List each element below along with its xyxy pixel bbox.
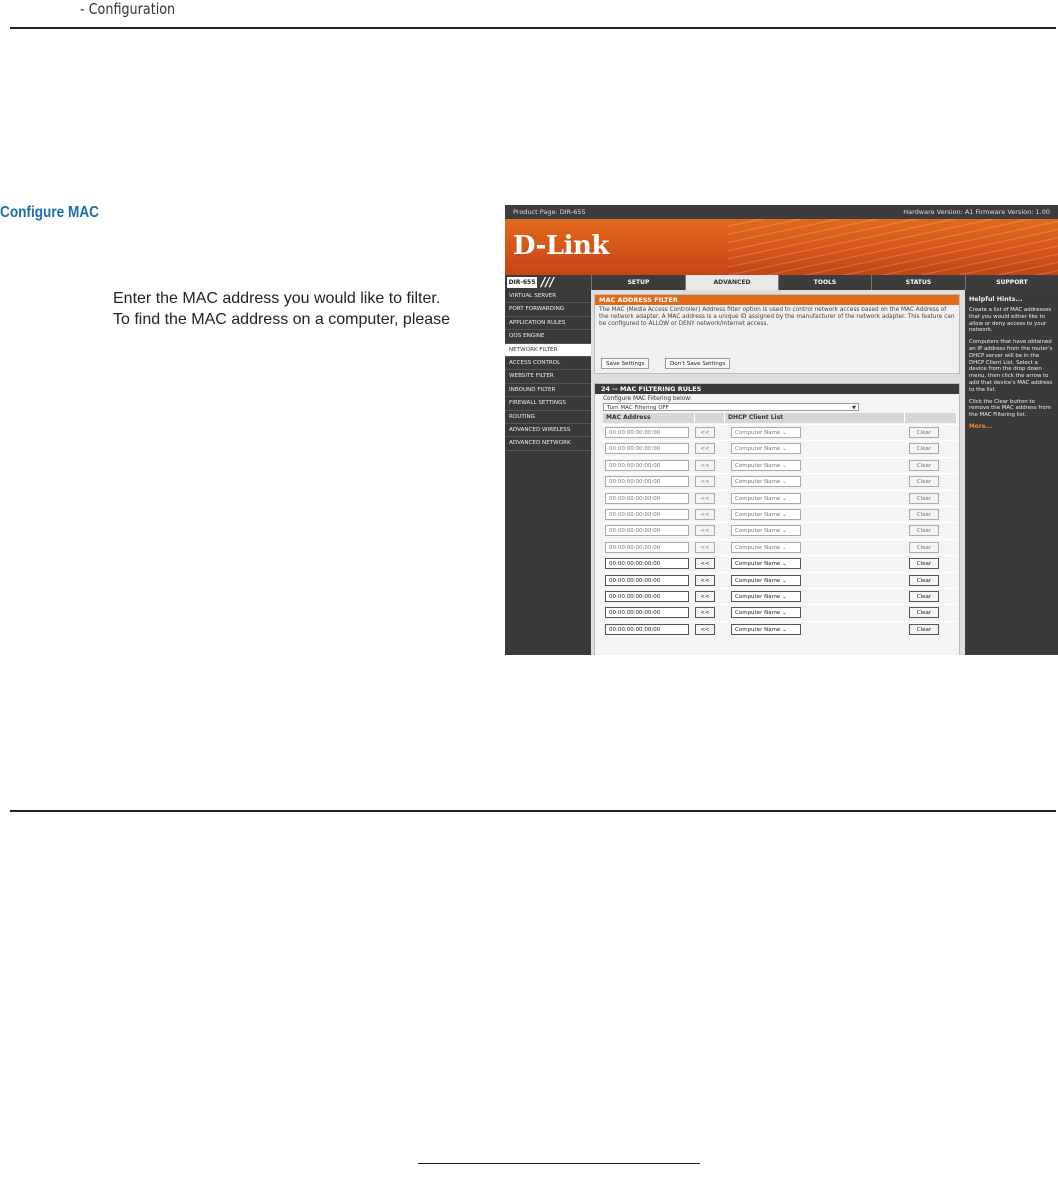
copy-mac-button[interactable]: << <box>695 509 715 520</box>
body-line-2: To find the MAC address on a computer, please <box>113 311 451 328</box>
copy-mac-button[interactable]: << <box>695 525 715 536</box>
nav-advanced-network[interactable]: ADVANCED NETWORK <box>505 437 591 450</box>
chevron-down-icon: ⌄ <box>782 544 787 551</box>
chevron-down-icon: ⌄ <box>782 626 787 633</box>
nav-port-forwarding[interactable]: PORT FORWARDING <box>505 303 591 316</box>
rule-row <box>603 457 957 474</box>
computer-name-value: Computer Name <box>735 479 781 486</box>
mac-rules-panel <box>594 383 960 655</box>
save-settings-button[interactable]: Save Settings <box>601 358 649 369</box>
banner-stripes <box>728 219 1058 275</box>
panel-title: MAC ADDRESS FILTER <box>595 295 959 305</box>
computer-name-value: Computer Name <box>735 528 781 535</box>
chevron-down-icon: ⌄ <box>782 528 787 535</box>
header-rule <box>10 27 1056 29</box>
nav-advanced-wireless[interactable]: ADVANCED WIRELESS <box>505 424 591 437</box>
mac-address-input[interactable]: 00:00:00:00:00:00 <box>605 575 689 586</box>
hint-3: Click the Clear button to remove the MAC address from the MAC Filtering list. <box>969 398 1051 419</box>
hints-title: Helpful Hints... <box>969 296 1023 303</box>
computer-name-select[interactable] <box>731 591 801 602</box>
computer-name-value: Computer Name <box>735 561 781 568</box>
mac-address-input[interactable]: 00:00:00:00:00:00 <box>605 624 689 635</box>
mac-address-input[interactable]: 00:00:00:00:00:00 <box>605 509 689 520</box>
col-clear-header <box>905 413 957 423</box>
computer-name-value: Computer Name <box>735 577 781 584</box>
col-spacer <box>695 413 725 423</box>
helpful-hints <box>965 290 1058 655</box>
chevron-down-icon: ⌄ <box>782 446 787 453</box>
hint-2: Computers that have obtained an IP address from the router's DHCP server will be in the DHCP Client List. Select a device from the drop down menu, then click the arrow to add that device's MAC address to the list. <box>969 339 1053 393</box>
copy-mac-button[interactable]: << <box>695 460 715 471</box>
nav-network-filter[interactable]: NETWORK FILTER <box>505 344 591 357</box>
nav-routing[interactable]: ROUTING <box>505 411 591 424</box>
product-topbar <box>505 205 1058 219</box>
computer-name-value: Computer Name <box>735 462 781 469</box>
computer-name-value: Computer Name <box>735 544 781 551</box>
left-nav <box>505 290 591 655</box>
col-mac-header: MAC Address <box>603 413 695 423</box>
panel-description: The MAC (Media Access Controller) Address filter option is used to control network access based on the MAC Address of the network adapter. A MAC address is a unique ID assigned by the manufacturer of the network adapter. This feature can be configured to ALLOW or DENY network/Internet access. <box>599 307 955 327</box>
rule-row <box>603 490 957 507</box>
copy-mac-button[interactable]: << <box>695 624 715 635</box>
rule-row <box>603 440 957 457</box>
rule-row <box>603 604 957 621</box>
computer-name-select[interactable] <box>731 476 801 487</box>
router-screenshot <box>505 205 1058 655</box>
computer-name-select[interactable] <box>731 575 801 586</box>
nav-qos-engine[interactable]: QOS ENGINE <box>505 330 591 343</box>
rule-row <box>603 506 957 523</box>
computer-name-value: Computer Name <box>735 495 781 502</box>
chevron-down-icon: ⌄ <box>782 610 787 617</box>
chevron-down-icon: ⌄ <box>782 594 787 600</box>
mac-address-input[interactable]: 00:00:00:00:00:00 <box>605 460 689 471</box>
body-text <box>113 288 450 330</box>
clear-button[interactable]: Clear <box>909 525 939 536</box>
copy-mac-button[interactable]: << <box>695 427 715 438</box>
version-label: Hardware Version: A1 Firmware Version: 1.00 <box>903 208 1050 216</box>
clear-button[interactable]: Clear <box>909 591 939 602</box>
copy-mac-button[interactable]: << <box>695 493 715 504</box>
tab-setup[interactable]: SETUP <box>591 275 685 290</box>
computer-name-select[interactable] <box>731 542 801 553</box>
copy-mac-button[interactable]: << <box>695 476 715 487</box>
nav-firewall-settings[interactable]: FIREWALL SETTINGS <box>505 397 591 410</box>
main-content <box>591 290 965 655</box>
more-link[interactable]: More... <box>969 423 993 430</box>
dlink-banner <box>505 219 1058 275</box>
mac-address-input[interactable]: 00:00:00:00:00:00 <box>605 591 689 602</box>
computer-name-value: Computer Name <box>735 512 781 518</box>
hint-1: Create a list of MAC addresses that you would either like to allow or deny access to your network. <box>969 307 1052 334</box>
clear-button[interactable]: Clear <box>909 509 939 520</box>
mac-address-input[interactable]: 00:00:00:00:00:00 <box>605 607 689 618</box>
top-nav <box>505 275 1058 290</box>
computer-name-select[interactable] <box>731 493 801 504</box>
mac-address-input[interactable]: 00:00:00:00:00:00 <box>605 558 689 569</box>
clear-button[interactable]: Clear <box>909 607 939 618</box>
clear-button[interactable]: Clear <box>909 427 939 438</box>
chevron-down-icon: ⌄ <box>782 495 787 502</box>
computer-name-value: Computer Name <box>735 430 781 436</box>
copy-mac-button[interactable]: << <box>695 542 715 553</box>
nav-application-rules[interactable]: APPLICATION RULES <box>505 317 591 330</box>
model-badge: DIR-655 <box>508 279 536 286</box>
computer-name-select[interactable] <box>731 558 801 569</box>
chevron-down-icon: ⌄ <box>782 430 787 436</box>
computer-name-value: Computer Name <box>735 446 781 453</box>
clear-button[interactable]: Clear <box>909 575 939 586</box>
computer-name-select[interactable] <box>731 624 801 635</box>
mac-address-input[interactable]: 00:00:00:00:00:00 <box>605 493 689 504</box>
mac-address-input[interactable]: 00:00:00:00:00:00 <box>605 427 689 438</box>
chevron-down-icon: ⌄ <box>782 577 787 584</box>
computer-name-select[interactable] <box>731 460 801 471</box>
chevron-down-icon: ⌄ <box>782 462 787 469</box>
chevron-down-icon: ▼ <box>852 405 856 411</box>
clear-button[interactable]: Clear <box>909 558 939 569</box>
select-value: Turn MAC Filtering OFF <box>607 405 669 411</box>
col-dhcp-header: DHCP Client List <box>725 413 905 423</box>
rule-row <box>603 473 957 490</box>
mac-address-input[interactable]: 00:00:00:00:00:00 <box>605 525 689 536</box>
computer-name-select[interactable] <box>731 607 801 618</box>
footer-rule <box>10 810 1056 812</box>
computer-name-value: Computer Name <box>735 610 781 617</box>
footer-short-rule <box>418 1163 700 1164</box>
rule-row <box>603 539 957 556</box>
chevron-down-icon: ⌄ <box>782 479 787 486</box>
chevron-down-icon: ⌄ <box>782 561 787 568</box>
mac-filtering-select[interactable] <box>603 403 859 411</box>
computer-name-select[interactable] <box>731 525 801 536</box>
copy-mac-button[interactable]: << <box>695 443 715 454</box>
nav-website-filter[interactable]: WEBSITE FILTER <box>505 370 591 383</box>
tab-tools[interactable]: TOOLS <box>778 275 871 290</box>
chevron-down-icon: ⌄ <box>782 512 787 518</box>
product-page-label: Product Page: DIR-655 <box>513 208 586 216</box>
tab-support[interactable]: SUPPORT <box>965 275 1058 290</box>
section-header: - Configuration <box>80 0 176 18</box>
clear-button[interactable]: Clear <box>909 542 939 553</box>
computer-name-select[interactable] <box>731 427 801 438</box>
computer-name-value: Computer Name <box>735 594 781 600</box>
mac-address-input[interactable]: 00:00:00:00:00:00 <box>605 542 689 553</box>
clear-button[interactable]: Clear <box>909 443 939 454</box>
copy-mac-button[interactable]: << <box>695 607 715 618</box>
clear-button[interactable]: Clear <box>909 493 939 504</box>
nav-inbound-filter[interactable]: INBOUND FILTER <box>505 384 591 397</box>
mac-filter-panel <box>594 294 960 374</box>
tab-advanced[interactable]: ADVANCED <box>685 275 778 290</box>
nav-access-control[interactable]: ACCESS CONTROL <box>505 357 591 370</box>
rules-title: 24 -- MAC FILTERING RULES <box>595 384 959 394</box>
clear-button[interactable]: Clear <box>909 624 939 635</box>
rule-row <box>603 588 957 605</box>
tab-status[interactable]: STATUS <box>871 275 965 290</box>
config-label: Configure MAC Filtering below: <box>603 396 692 402</box>
computer-name-select[interactable] <box>731 443 801 454</box>
nav-virtual-server[interactable]: VIRTUAL SERVER <box>505 290 591 303</box>
rule-row <box>603 621 957 638</box>
side-title: Configure MAC <box>0 204 99 221</box>
rule-row <box>603 572 957 589</box>
copy-mac-button[interactable]: << <box>695 575 715 586</box>
body-line-1: Enter the MAC address you would like to filter. <box>113 290 441 307</box>
computer-name-value: Computer Name <box>735 626 781 633</box>
clear-button[interactable]: Clear <box>909 460 939 471</box>
mac-address-input[interactable]: 00:00:00:00:00:00 <box>605 476 689 487</box>
rule-row <box>603 522 957 539</box>
copy-mac-button[interactable]: << <box>695 591 715 602</box>
dont-save-settings-button[interactable]: Don't Save Settings <box>665 358 730 369</box>
mac-address-input[interactable]: 00:00:00:00:00:00 <box>605 443 689 454</box>
dlink-logo: D-Link <box>513 231 609 261</box>
rule-row <box>603 424 957 441</box>
rule-row <box>603 555 957 572</box>
computer-name-select[interactable] <box>731 509 801 520</box>
clear-button[interactable]: Clear <box>909 476 939 487</box>
slash-icon: /// <box>541 275 555 289</box>
copy-mac-button[interactable]: << <box>695 558 715 569</box>
